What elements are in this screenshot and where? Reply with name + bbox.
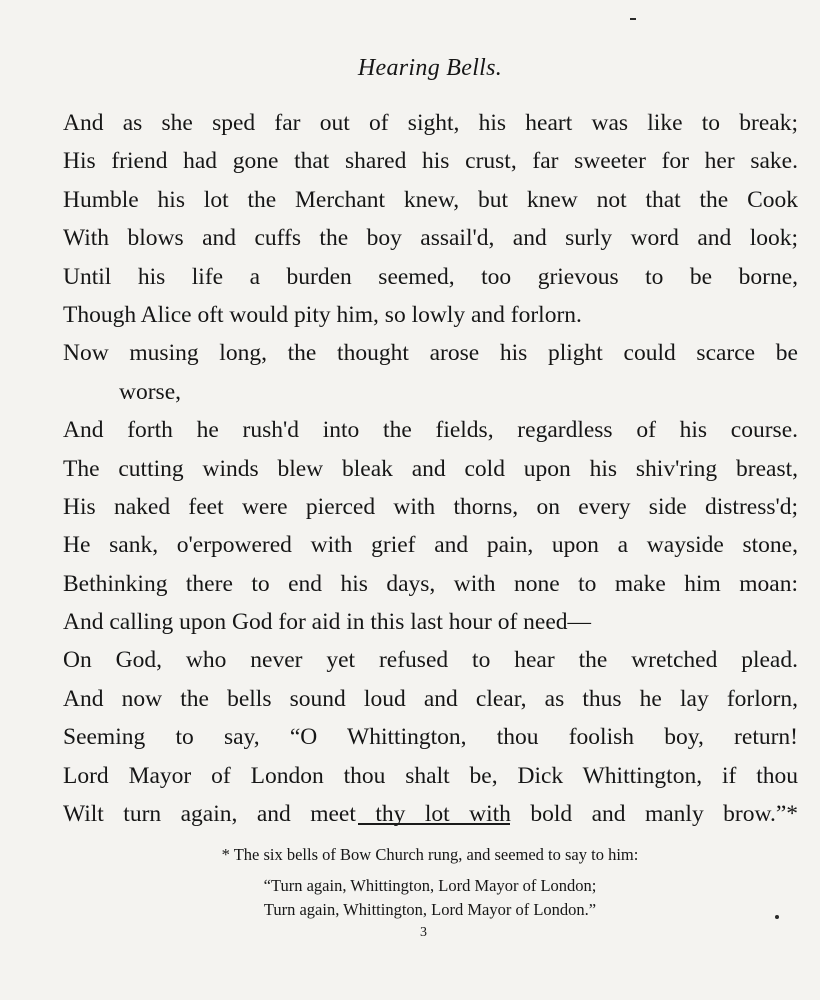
verse-line: Humble his lot the Merchant knew, but knew not that the Cook <box>63 186 798 213</box>
verse-line: He sank, o'erpowered with grief and pain, upon a wayside stone, <box>63 532 798 559</box>
print-speck <box>775 915 779 919</box>
footnote-divider <box>358 823 510 825</box>
verse-line: Lord Mayor of London thou shalt be, Dick Whittington, if thou <box>63 762 798 789</box>
verse-line-continuation: worse, <box>119 378 181 405</box>
page-number: 3 <box>420 925 427 940</box>
verse-line: Seeming to say, “O Whittington, thou foolish boy, return! <box>63 724 798 751</box>
verse-line: And calling upon God for aid in this last hour of need— <box>63 609 592 636</box>
verse-line: The cutting winds blew bleak and cold upon his shiv'ring breast, <box>63 455 798 482</box>
footnote-quote <box>0 874 820 922</box>
verse-line: Until his life a burden seemed, too grievous to be borne, <box>63 263 798 290</box>
footnote-quote-line: Turn again, Whittington, Lord Mayor of London.” <box>263 900 597 919</box>
footnote-intro: * The six bells of Bow Church rung, and seemed to say to him: <box>221 845 639 864</box>
verse-line: Wilt turn again, and meet thy lot with bold and manly brow.”* <box>63 801 798 828</box>
verse-line: Bethinking there to end his days, with none to make him moan: <box>63 570 798 597</box>
print-speck <box>630 18 636 20</box>
poem-body <box>63 104 798 833</box>
page-title: Hearing Bells. <box>357 55 503 81</box>
verse-line: On God, who never yet refused to hear the wretched plead. <box>63 647 798 674</box>
verse-line: And as she sped far out of sight, his heart was like to break; <box>63 110 798 136</box>
verse-line: And now the bells sound loud and clear, as thus he lay forlorn, <box>63 685 798 712</box>
verse-line: With blows and cuffs the boy assail'd, and surly word and look; <box>63 225 798 252</box>
verse-line: Now musing long, the thought arose his plight could scarce be <box>63 340 798 367</box>
verse-line: His naked feet were pierced with thorns, on every side distress'd; <box>63 493 798 520</box>
verse-line: And forth he rush'd into the fields, regardless of his course. <box>63 417 798 444</box>
verse-line: Though Alice oft would pity him, so lowly and forlorn. <box>63 301 582 328</box>
footnote-quote-line: “Turn again, Whittington, Lord Mayor of London; <box>263 876 597 895</box>
verse-line: His friend had gone that shared his crust, far sweeter for her sake. <box>63 148 798 175</box>
